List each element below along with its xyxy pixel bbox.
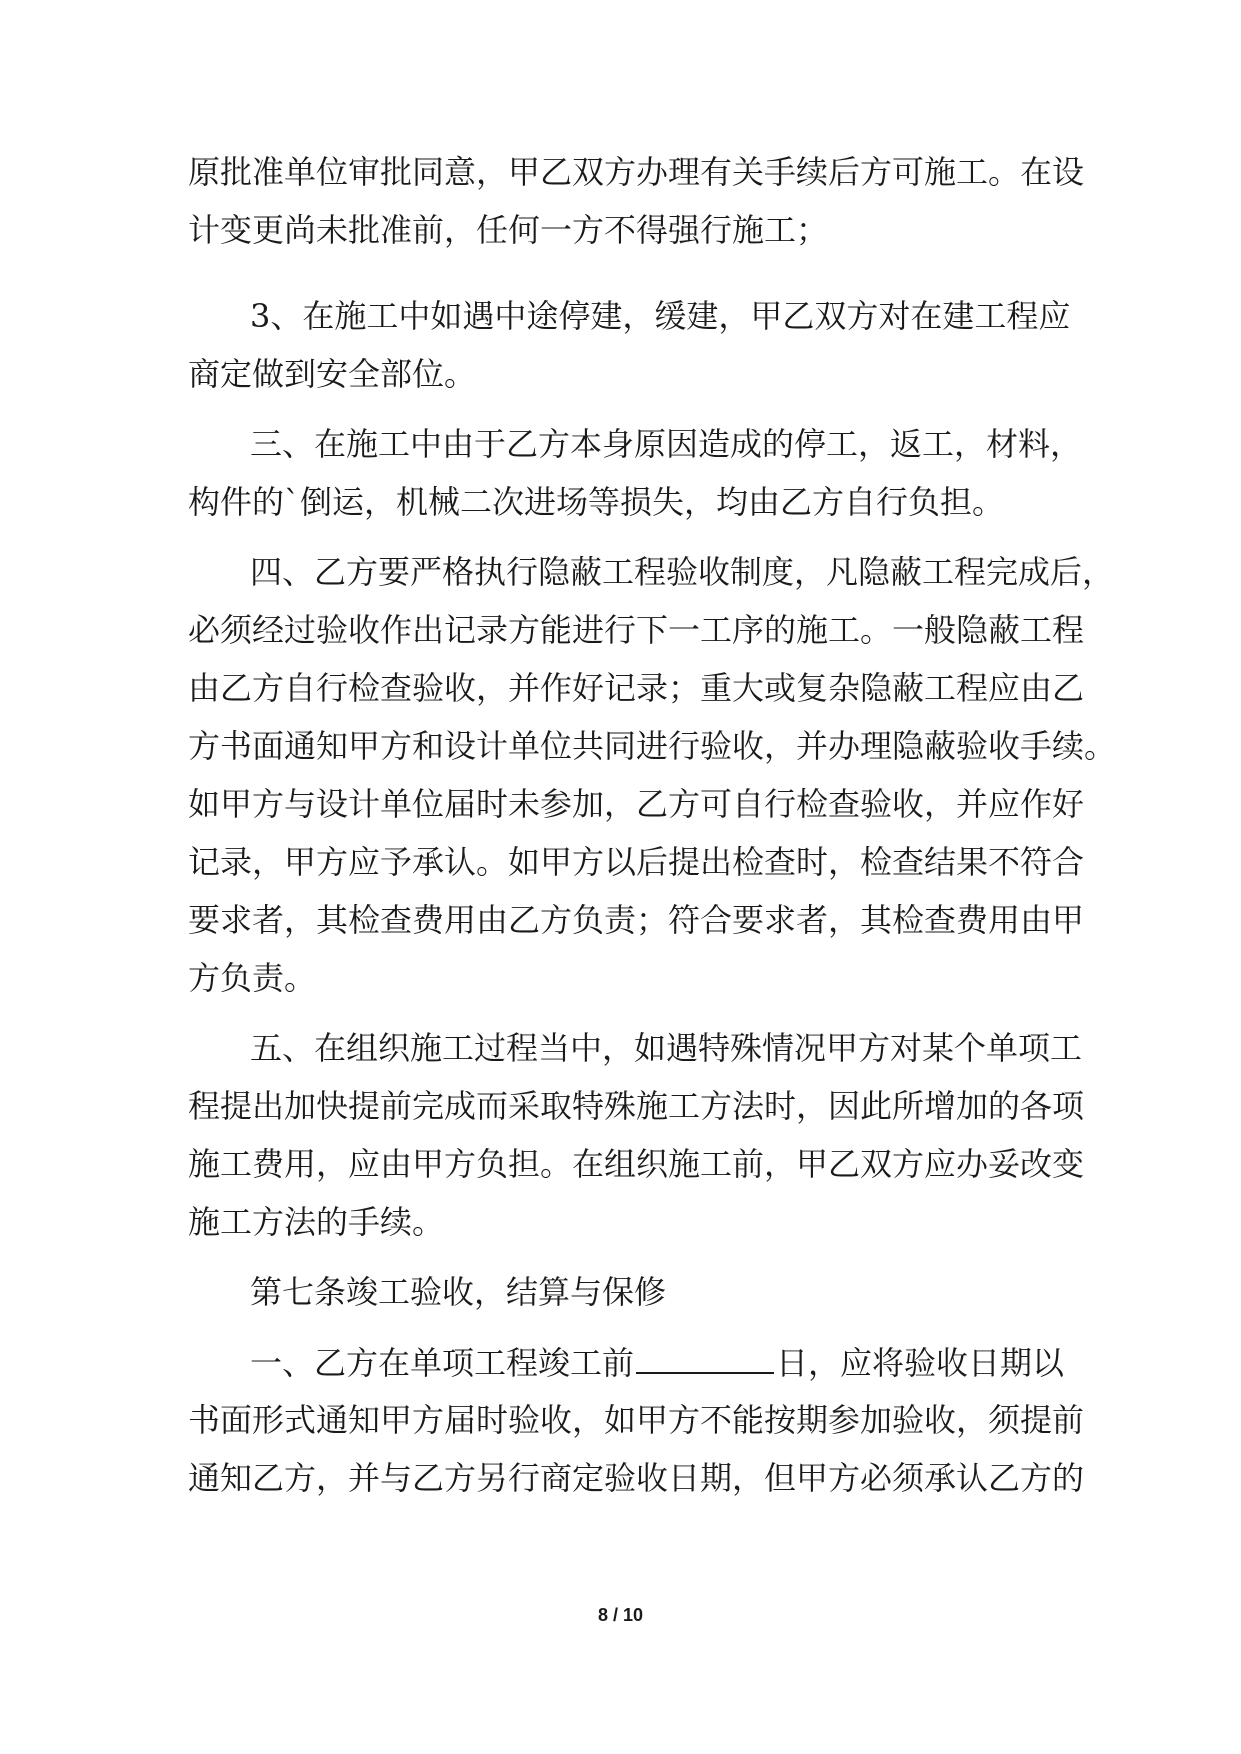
text-line: 构件的`倒运，机械二次进场等损失，均由乙方自行负担。 bbox=[188, 483, 1005, 521]
text-line: 书面形式通知甲方届时验收，如甲方不能按期参加验收，须提前 bbox=[188, 1401, 1085, 1439]
text-line-with-blank bbox=[250, 1342, 1120, 1383]
text-after-blank: 日，应将验收日期以 bbox=[776, 1344, 1065, 1382]
text-line: 方负责。 bbox=[188, 959, 317, 997]
text-line: 商定做到安全部位。 bbox=[188, 355, 477, 393]
section-heading: 第七条竣工验收，结算与保修 bbox=[250, 1273, 667, 1311]
text-line: 程提出加快提前完成而采取特殊施工方法时，因此所增加的各项 bbox=[188, 1087, 1085, 1125]
text-before-blank: 一、乙方在单项工程竣工前 bbox=[250, 1344, 635, 1382]
text-line: 施工费用，应由甲方负担。在组织施工前，甲乙双方应办妥改变 bbox=[188, 1145, 1085, 1183]
text-line: 由乙方自行检查验收，并作好记录；重大或复杂隐蔽工程应由乙 bbox=[188, 669, 1085, 707]
text-line: 记录，甲方应予承认。如甲方以后提出检查时，检查结果不符合 bbox=[188, 843, 1085, 881]
text-line: 三、在施工中由于乙方本身原因造成的停工，返工，材料， bbox=[250, 425, 1083, 463]
text-line: 四、乙方要严格执行隐蔽工程验收制度，凡隐蔽工程完成后， bbox=[250, 553, 1115, 591]
text-line: 计变更尚未批准前，任何一方不得强行施工； bbox=[188, 211, 829, 249]
text-line: 五、在组织施工过程当中，如遇特殊情况甲方对某个单项工 bbox=[250, 1029, 1083, 1067]
text-line: 如甲方与设计单位届时未参加，乙方可自行检查验收，并应作好 bbox=[188, 785, 1085, 823]
text-line: 3、在施工中如遇中途停建，缓建，甲乙双方对在建工程应 bbox=[250, 297, 1071, 335]
text-line: 通知乙方，并与乙方另行商定验收日期，但甲方必须承认乙方的 bbox=[188, 1459, 1085, 1497]
text-line: 施工方法的手续。 bbox=[188, 1203, 445, 1241]
text-line: 方书面通知甲方和设计单位共同进行验收，并办理隐蔽验收手续。 bbox=[188, 727, 1117, 765]
blank-underline bbox=[636, 1342, 774, 1374]
text-line: 要求者，其检查费用由乙方负责；符合要求者，其检查费用由甲 bbox=[188, 901, 1085, 939]
text-line: 必须经过验收作出记录方能进行下一工序的施工。一般隐蔽工程 bbox=[188, 611, 1085, 649]
text-line: 原批准单位审批同意，甲乙双方办理有关手续后方可施工。在设 bbox=[188, 153, 1085, 191]
page-number: 8 / 10 bbox=[597, 1605, 644, 1625]
